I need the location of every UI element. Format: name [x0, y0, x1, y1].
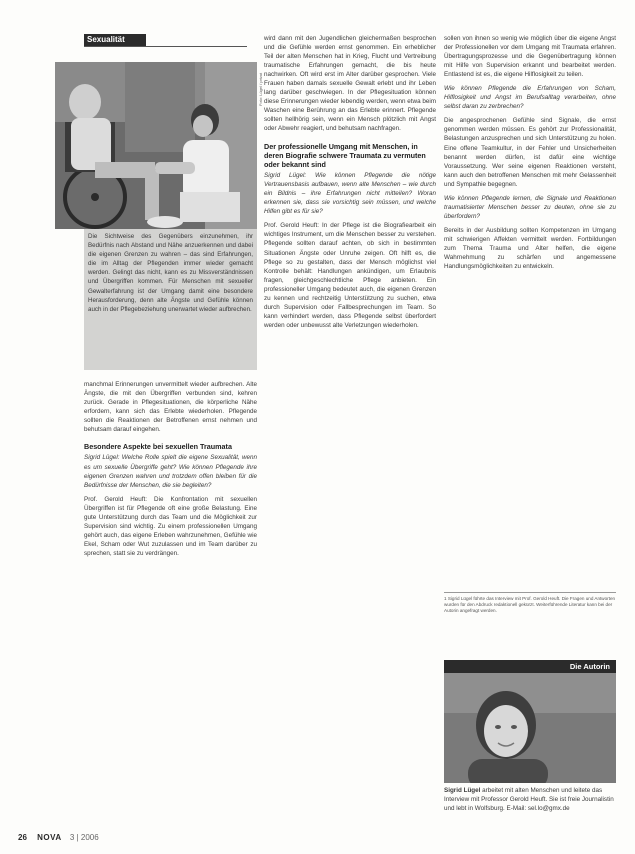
section-label: Sexualität	[84, 34, 146, 46]
page-footer	[18, 832, 99, 844]
paragraph: sollen von ihnen so wenig wie möglich über die eigene Angst der Professionellen vor dem Umgang mit Traumata erfahren. Übertragungsprozesse und die Gegenübertragung können mit Hilfe von Supervision erkannt und bearbeitet werden. Entlastend ist es, die eigene Hilflosigkeit zu teilen.	[444, 35, 616, 79]
interview-answer: Die angesprochenen Gefühle sind Signale, die ernst genommen werden müssen. Es gehört zur Professionalität, Belastungen anzusprechen und sich Unterstützung zu holen. Eine offene Teamkultur, in der Fehler und Unsicherheiten benannt werden dürfen, ist dafür eine wichtige Voraussetzung. Wer seine eigenen Reaktionen versteht, kann auch den betroffenen Menschen mit mehr Gelassenheit und Sympathie begegnen.	[444, 117, 616, 188]
author-label: Die Autorin	[444, 660, 616, 673]
photo-caption: Die Sichtweise des Gegenübers einzunehmen, ihr Bedürfnis nach Abstand und Nähe anzuerkennen und dabei die eigenen Grenzen zu wahren – das sind Erfahrungen, die im Alltag der Pflegenden immer wieder gemacht werden. Gelingt das nicht, kann es zu Missverständnissen und Übergriffen kommen. Für Menschen mit sexueller Gewalterfahrung ist der Umgang damit eine besondere Herausforderung, denn alte Ängste und Gefühle können auch in der Pflegebeziehung unerwartet wieder aufbrechen.	[84, 229, 257, 370]
interview-question: Sigrid Lügel: Welche Rolle spielt die eigene Sexualität, wenn es um sexuelle Übergriffe geht? Wie können Pflegende ihre eigenen Grenzen wahren und trotzdem offen bleiben für die Bedürfnisse der Menschen, die sie begleiten?	[84, 454, 257, 489]
section-rule	[84, 46, 247, 47]
article-photo	[55, 62, 257, 229]
author-bio	[444, 786, 616, 820]
interview-answer: Prof. Gerold Heuft: Die Konfrontation mit sexuellen Übergriffen ist für Pflegende oft eine große Belastung. Eine gute Unterstützung durch das Team und die Möglichkeit zur Supervision sind wichtig. Zu einem professionellen Umgang gehört auch, das eigene Erleben wahrzunehmen, Gefühle wie Ekel, Scham oder Wut zuzulassen und im Team darüber zu sprechen, statt sie zu verdrängen.	[84, 495, 257, 557]
author-photo	[444, 673, 616, 783]
page-number: 26	[18, 833, 27, 842]
paragraph: manchmal Erinnerungen unvermittelt wieder aufbrechen. Alte Ängste, die mit den Übergriffen verbunden sind, kehren zurück. Gerade in Pflegesituationen, die körperliche Nähe erfordern, kann sich das Erlebte wiederholen. Pflegende sollten die Reaktionen der Betroffenen ernst nehmen und behutsam darauf eingehen.	[84, 381, 257, 434]
author-name: Sigrid Lügel	[444, 787, 481, 794]
footnote: 1 Sigrid Lügel führte das Interview mit Prof. Gerold Heuft. Die Fragen und Antworten wurden für den Abdruck redaktionell gekürzt. Weiterführende Literatur kann bei der Autorin angefragt werden.	[444, 592, 616, 656]
photo-credit: Foto: Lügel / privat	[258, 72, 263, 106]
text-column-1	[84, 380, 257, 820]
author-bio-text: arbeitet mit alten Menschen und leitete das Interview mit Professor Gerold Heuft. Sie ist freie Journalistin und lebt in Wolfsburg. E-Mail: sel.lo@gmx.de	[444, 787, 614, 812]
interview-question: Wie können Pflegende die Erfahrungen von Scham, Hilflosigkeit und Angst im Berufsalltag verarbeiten, ohne selbst daran zu zerbrechen?	[444, 85, 616, 111]
interview-answer: Bereits in der Ausbildung sollten Kompetenzen im Umgang mit schwierigen Affekten vermittelt werden. Fortbildungen zum Thema Trauma und Alter helfen, die eigene Wahrnehmung zu schärfen und angemessene Handlungsmöglichkeiten zu entwickeln.	[444, 226, 616, 271]
photo-illustration	[55, 62, 257, 229]
author-portrait	[444, 673, 616, 783]
issue-number: 3 | 2006	[69, 833, 99, 842]
interview-question: Wie können Pflegende lernen, die Signale und Reaktionen traumatisierter Menschen besser zu deuten, ohne sie zu überfordern?	[444, 194, 616, 220]
subheading: Der professionelle Umgang mit Menschen, in deren Biografie schwere Traumata zu vermuten oder bekannt sind	[264, 141, 426, 169]
text-column-2	[264, 34, 436, 820]
interview-answer: Prof. Gerold Heuft: In der Pflege ist die Biografiearbeit ein wichtiges Instrument, um die Menschen besser zu verstehen. Pflegende sollten darauf achten, ob sich in bestimmten Situationen Ängste oder Unruhe zeigen. Oft hilft es, die Pflege so zu gestalten, dass der Mensch möglichst viel Kontrolle behält: Handlungen ankündigen, um Erlaubnis fragen, gleichgeschlechtliche Pflege anbieten. Ein professioneller Umgang bedeutet auch, die eigenen Grenzen zu kennen und rechtzeitig Unterstützung zu suchen, etwa durch Supervision oder Fallbesprechungen im Team. So kann verhindert werden, dass Pflegende selbst überfordert werden oder unbewusst alte Verletzungen wiederholen.	[264, 222, 436, 329]
subheading: Besondere Aspekte bei sexuellen Traumata	[84, 442, 232, 452]
magazine-name: NOVA	[37, 833, 62, 842]
paragraph: wird dann mit den Jugendlichen gleichermaßen besprochen und die Gefühle werden ernst genommen. Ein erheblicher Teil der alten Menschen hat in Krieg, Flucht und Vertreibung traumatische Erfahrungen gemacht, die bis heute nachwirken. Oft wird erst im Alter darüber gesprochen. Viele Frauen haben damals sexuelle Gewalt erlebt und ihr Leben lang darüber geschwiegen. In der Pflegesituation können diese Erinnerungen wieder lebendig werden, wenn etwa beim Waschen eine Berührung an das Erlebte erinnert. Pflegende sollten hellhörig sein, wenn ein Mensch plötzlich mit Angst oder Abwehr reagiert, und behutsam nachfragen.	[264, 35, 436, 133]
text-column-3	[444, 34, 616, 584]
interview-question: Sigrid Lügel: Wie können Pflegende die nötige Vertrauensbasis aufbauen, wenn alte Menschen – wie durch ein Bildnis – ihre Erfahrungen nicht mitteilen? Woran erkennen sie, dass sie vorsichtig sein müssen, und welche Hilfen gibt es für sie?	[264, 172, 436, 216]
